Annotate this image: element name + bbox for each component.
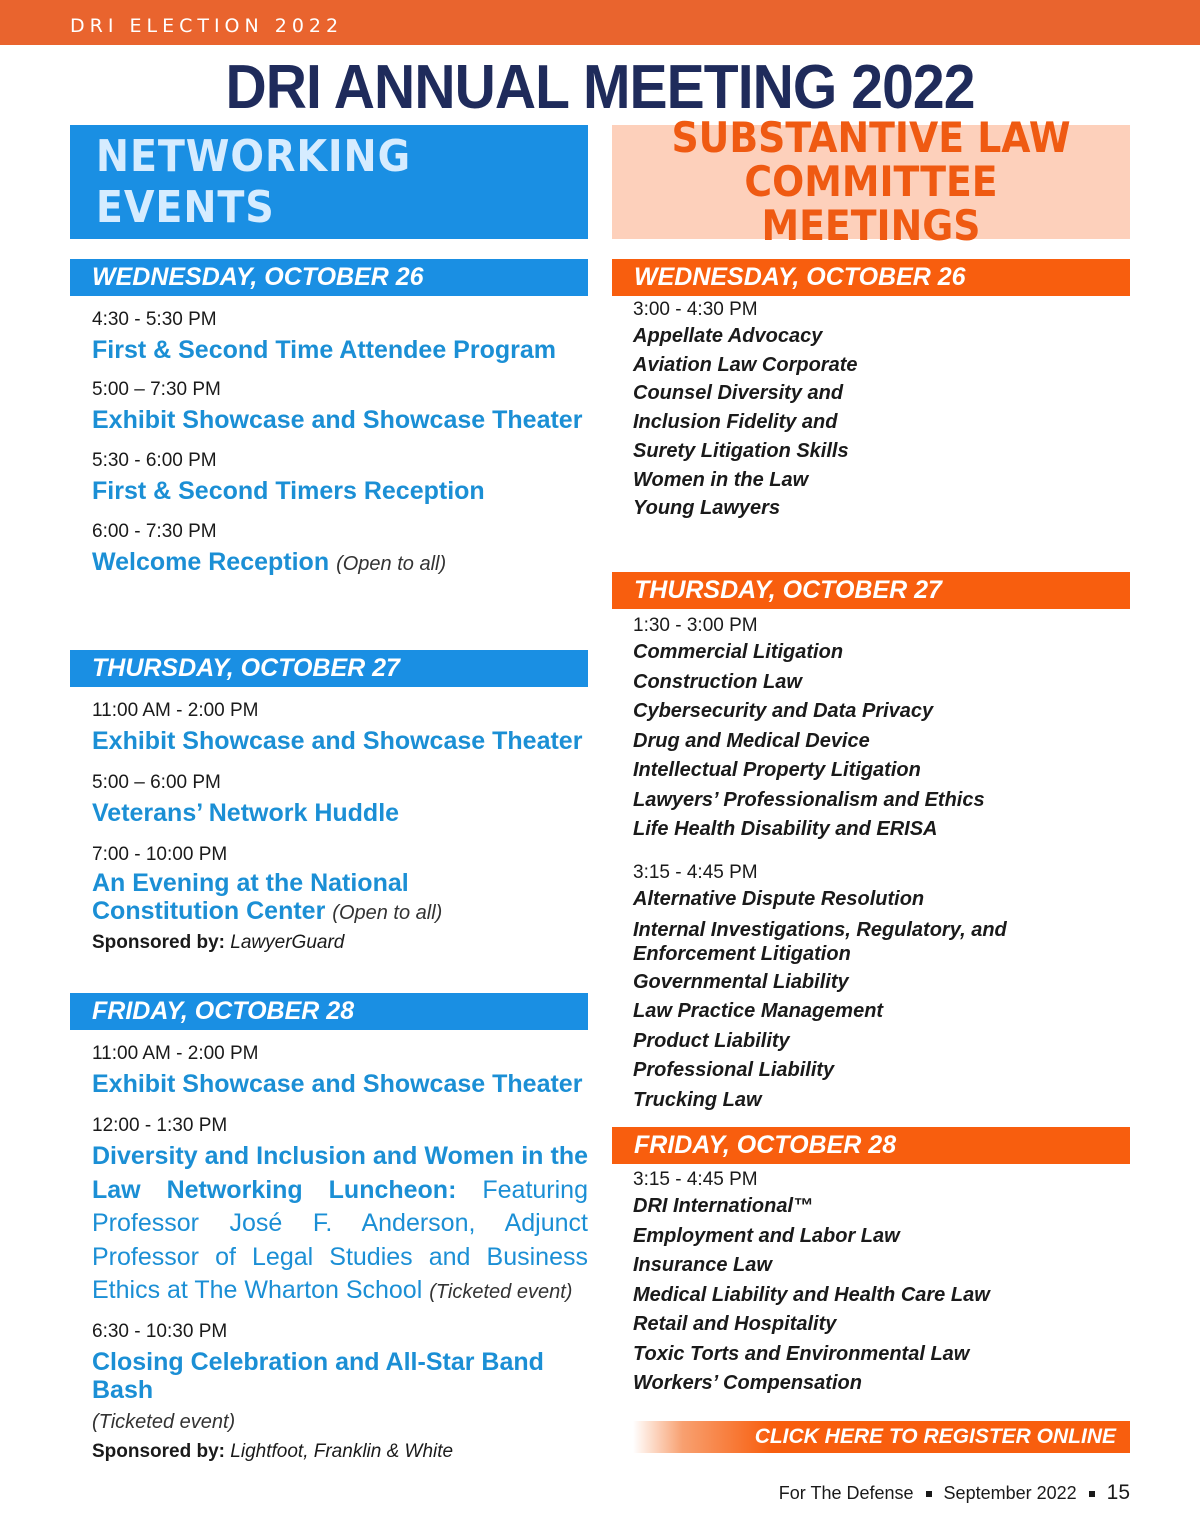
event-item xyxy=(92,449,588,505)
sponsor-label: Sponsored by: xyxy=(92,1441,226,1462)
committee-item: Toxic Torts and Environmental Law xyxy=(633,1342,970,1365)
event-title[interactable]: Diversity and Inclusion and Women in the Law xyxy=(92,1142,588,1204)
sponsor-label: Sponsored by: xyxy=(92,932,226,953)
committee-list xyxy=(633,322,1113,523)
event-time: 4:30 - 5:30 PM xyxy=(92,309,217,330)
committee-item: Internal Investigations, Regulatory, and Enforcement Litigation xyxy=(633,918,1007,965)
session-time: 1:30 - 3:00 PM xyxy=(633,615,758,636)
committee-item: DRI International™ xyxy=(633,1195,814,1217)
event-title[interactable]: Exhibit Showcase and Showcase Theater xyxy=(92,1070,583,1098)
committee-item: Drug and Medical Device xyxy=(633,729,870,752)
committee-item: Law Practice Management xyxy=(633,1000,884,1022)
networking-events-heading xyxy=(70,125,588,239)
event-item xyxy=(92,308,588,364)
event-time: 11:00 AM - 2:00 PM xyxy=(92,700,259,721)
committee-list xyxy=(633,1192,1113,1399)
event-item xyxy=(92,1042,588,1098)
event-description-block xyxy=(92,1140,588,1310)
event-note: (Ticketed event) xyxy=(429,1281,573,1303)
event-title-line xyxy=(92,548,588,578)
committee-item: Intellectual Property Litigation xyxy=(633,759,921,781)
sponsor-line xyxy=(92,1440,588,1464)
committee-item: Workers’ Compensation xyxy=(633,1372,862,1394)
event-title-continued[interactable]: Networking Luncheon: xyxy=(166,1175,457,1204)
committee-item: Employment and Labor Law xyxy=(633,1224,900,1247)
committee-list xyxy=(633,638,1113,845)
event-item xyxy=(92,520,588,578)
committee-item: Counsel Diversity and xyxy=(633,382,844,405)
session-time: 3:15 - 4:45 PM xyxy=(633,1169,758,1190)
event-title-line xyxy=(92,869,552,927)
committee-heading-line2: COMMITTEE MEETINGS xyxy=(744,157,998,250)
committee-item: Construction Law xyxy=(633,670,802,693)
committee-item: Product Liability xyxy=(633,1029,790,1052)
day-header-wednesday: WEDNESDAY, OCTOBER 26 xyxy=(70,259,588,296)
committee-item: Lawyers’ Professionalism and Ethics xyxy=(633,788,985,811)
committee-session xyxy=(633,1168,1113,1399)
event-item xyxy=(92,699,588,755)
day-header-wednesday: WEDNESDAY, OCTOBER 26 xyxy=(612,259,1130,296)
committee-session xyxy=(633,861,1113,1115)
committee-item: Commercial Litigation xyxy=(633,641,844,663)
committee-item: Life Health Disability and ERISA xyxy=(633,818,938,840)
event-time: 12:00 - 1:30 PM xyxy=(92,1115,228,1136)
separator-square-icon xyxy=(1089,1491,1095,1497)
page-title: DRI ANNUAL MEETING 2022 xyxy=(225,53,975,122)
committee-item: Insurance Law xyxy=(633,1254,772,1276)
committee-session xyxy=(633,298,1113,523)
publication-name: For The Defense xyxy=(778,1483,914,1503)
committee-item: Women in the Law xyxy=(633,468,809,491)
event-title[interactable]: Veterans’ Network Huddle xyxy=(92,799,400,827)
sponsor-name: Lightfoot, Franklin & White xyxy=(230,1441,454,1462)
committee-heading-line1: SUBSTANTIVE LAW xyxy=(671,113,1071,162)
event-time: 6:30 - 10:30 PM xyxy=(92,1321,228,1342)
event-item xyxy=(92,771,588,827)
sponsor-name: LawyerGuard xyxy=(230,932,345,953)
committee-heading-text xyxy=(638,113,1104,250)
event-title[interactable]: Exhibit Showcase and Showcase Theater xyxy=(92,727,583,755)
event-time: 6:00 - 7:30 PM xyxy=(92,521,217,542)
register-online-button[interactable]: CLICK HERE TO REGISTER ONLINE xyxy=(633,1421,1130,1453)
event-item xyxy=(92,1320,588,1464)
page-footer xyxy=(779,1481,1130,1505)
committee-item: Professional Liability xyxy=(633,1059,835,1081)
event-item xyxy=(92,843,588,955)
event-time: 11:00 AM - 2:00 PM xyxy=(92,1043,259,1064)
event-item xyxy=(92,1114,588,1310)
networking-heading-text: NETWORKING EVENTS xyxy=(95,131,412,233)
committee-item: Aviation Law Corporate xyxy=(633,353,858,376)
event-title[interactable]: Welcome Reception xyxy=(92,548,330,576)
committee-item: Medical Liability and Health Care Law xyxy=(633,1283,990,1306)
committee-item: Retail and Hospitality xyxy=(633,1313,837,1335)
event-time: 7:00 - 10:00 PM xyxy=(92,844,228,865)
event-title[interactable]: An Evening at the National Constitution Center xyxy=(92,869,409,925)
event-title[interactable]: First & Second Timers Reception xyxy=(92,477,485,505)
day-header-friday: FRIDAY, OCTOBER 28 xyxy=(612,1127,1130,1164)
event-description: Featuring Professor José F. Anderson, Adjunct Professor of Legal Studies and Business Ethics at The Wharton School xyxy=(92,1175,588,1304)
event-time: 5:30 - 6:00 PM xyxy=(92,450,217,471)
event-title[interactable]: First & Second Time Attendee Program xyxy=(92,336,556,364)
event-note: (Ticketed event) xyxy=(92,1411,236,1433)
committee-list xyxy=(633,885,1113,1115)
day-header-thursday: THURSDAY, OCTOBER 27 xyxy=(70,650,588,687)
section-label: DRI ELECTION 2022 xyxy=(70,15,344,37)
committee-session xyxy=(633,614,1113,845)
separator-square-icon xyxy=(926,1491,932,1497)
committee-item: Appellate Advocacy xyxy=(633,325,823,347)
top-banner xyxy=(0,0,1200,45)
committee-item: Governmental Liability xyxy=(633,970,849,993)
committee-item: Cybersecurity and Data Privacy xyxy=(633,700,934,722)
event-time: 5:00 – 7:30 PM xyxy=(92,379,221,400)
committee-item: Surety Litigation Skills xyxy=(633,439,849,462)
event-title[interactable]: Closing Celebration and All-Star Band Bash xyxy=(92,1348,544,1404)
event-item xyxy=(92,378,588,434)
committee-item: Inclusion Fidelity and xyxy=(633,411,838,434)
event-time: 5:00 – 6:00 PM xyxy=(92,772,221,793)
event-note: (Open to all) xyxy=(332,902,443,924)
event-note: (Open to all) xyxy=(336,553,447,575)
day-header-friday: FRIDAY, OCTOBER 28 xyxy=(70,993,588,1030)
page-number: 15 xyxy=(1106,1481,1130,1504)
committee-item: Young Lawyers xyxy=(633,497,781,520)
issue-date: September 2022 xyxy=(943,1483,1077,1503)
event-title[interactable]: Exhibit Showcase and Showcase Theater xyxy=(92,406,583,434)
session-time: 3:15 - 4:45 PM xyxy=(633,862,758,883)
committee-meetings-heading xyxy=(612,113,1130,250)
day-header-thursday: THURSDAY, OCTOBER 27 xyxy=(612,572,1130,609)
committee-item: Alternative Dispute Resolution xyxy=(633,888,925,910)
session-time: 3:00 - 4:30 PM xyxy=(633,299,758,320)
committee-item: Trucking Law xyxy=(633,1088,762,1111)
sponsor-line xyxy=(92,931,588,955)
